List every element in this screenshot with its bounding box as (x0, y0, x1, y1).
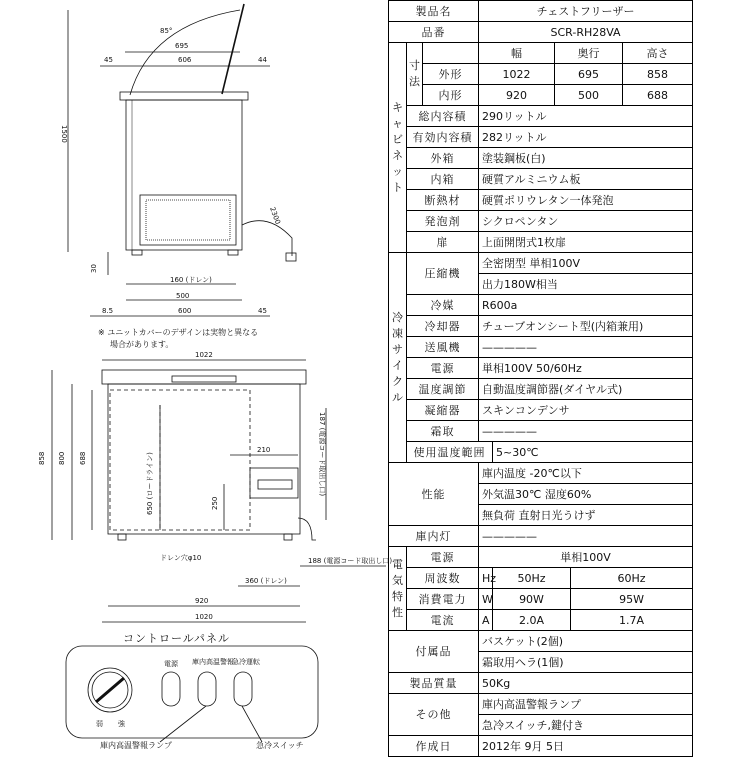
date-value: 2012年 9月 5日 (479, 736, 693, 757)
date-label: 作成日 (389, 736, 479, 757)
dim-1020: 1020 (195, 613, 213, 621)
row-product-name (389, 1, 693, 22)
light-label: 庫内灯 (389, 526, 479, 547)
door-value: 上面開閉式1枚扉 (479, 232, 693, 253)
dim-360: 360 (ドレン) (245, 577, 287, 585)
dim-drain-160: 160 (ドレン) (170, 276, 212, 284)
model-label: 品番 (389, 22, 479, 43)
control-panel-title: コントロールパネル (123, 632, 231, 645)
inner-height: 688 (623, 85, 693, 106)
refrigerant-label: 冷媒 (407, 295, 479, 316)
condenser-value: スキンコンデンサ (479, 400, 693, 421)
current-label: 電流 (407, 610, 479, 631)
total-vol-label: 総内容積 (407, 106, 479, 127)
spec-table-container (388, 0, 692, 757)
power-cord (242, 221, 292, 256)
unit-cover (140, 195, 236, 245)
row-defrost (389, 421, 693, 442)
cabinet-label: キャビネット (389, 43, 407, 253)
inner-depth: 500 (555, 85, 623, 106)
row-other-1 (389, 694, 693, 715)
outer-width: 1022 (479, 64, 555, 85)
dim-606: 606 (178, 56, 192, 64)
power-lamp (162, 672, 180, 706)
dim-250: 250 (211, 496, 219, 510)
perf-value-1: 庫内温度 -20℃以下 (479, 463, 693, 484)
eff-vol-value: 282リットル (479, 127, 693, 148)
temp-ctrl-label: 温度調節 (407, 379, 479, 400)
insulation-value: 硬質ポリウレタン一体発泡 (479, 190, 693, 211)
fan-value: ————— (479, 337, 693, 358)
side-view (60, 4, 296, 316)
consumption-60: 95W (571, 589, 693, 610)
other-value-1: 庫内高温警報ランプ (479, 694, 693, 715)
row-perf-1 (389, 463, 693, 484)
row-temp-control (389, 379, 693, 400)
row-refrigerant (389, 295, 693, 316)
design-note-line1: ※ ユニットカバーのデザインは実物と異なる (98, 328, 259, 337)
dim-1022: 1022 (195, 351, 213, 359)
inner-outline (110, 390, 250, 530)
compressor-value-1: 全密閉型 単相100V (479, 253, 693, 274)
perf-label: 性能 (389, 463, 479, 526)
dim-800: 800 (58, 451, 66, 465)
dim-210: 210 (257, 446, 271, 454)
cooling-cycle-label: 冷凍サイクル (389, 253, 407, 463)
foot (284, 534, 292, 540)
dim-lid-angle: 85° (160, 27, 173, 35)
row-fan (389, 337, 693, 358)
foaming-value: シクロペンタン (479, 211, 693, 232)
refrigerant-value: R600a (479, 295, 693, 316)
row-effective-volume (389, 127, 693, 148)
outer-label: 外形 (423, 64, 479, 85)
elec-power-label: 電源 (407, 547, 479, 568)
outer-height: 858 (623, 64, 693, 85)
knob-weak: 弱 (96, 720, 103, 728)
door-label: 扉 (407, 232, 479, 253)
temp-ctrl-value: 自動温度調節器(ダイヤル式) (479, 379, 693, 400)
row-model (389, 22, 693, 43)
row-outer-box (389, 148, 693, 169)
knob-strong: 強 (118, 720, 125, 728)
freq-50: 50Hz (493, 568, 571, 589)
mass-label: 製品質量 (389, 673, 479, 694)
unit-box (250, 468, 298, 498)
row-compressor-1 (389, 253, 693, 274)
row-frequency (389, 568, 693, 589)
dim-695: 695 (175, 42, 189, 50)
col-width: 幅 (479, 43, 555, 64)
dial-pointer (96, 678, 124, 702)
eff-vol-label: 有効内容積 (407, 127, 479, 148)
drain-hole-label: ドレン穴φ10 (160, 554, 202, 562)
other-value-2: 急冷スイッチ,鍵付き (479, 715, 693, 736)
dim-650: 650 (ロードライン) (146, 452, 154, 515)
dim-500: 500 (176, 292, 190, 300)
current-unit: A (479, 610, 493, 631)
row-current (389, 610, 693, 631)
freq-60: 60Hz (571, 568, 693, 589)
row-mass (389, 673, 693, 694)
row-consumption (389, 589, 693, 610)
dim-858: 858 (38, 451, 46, 465)
consumption-unit: W (479, 589, 493, 610)
vent-grille (146, 200, 230, 240)
quick-freeze-switch (234, 672, 252, 706)
row-total-volume (389, 106, 693, 127)
elec-power-value: 単相100V (479, 547, 693, 568)
inner-label: 内形 (423, 85, 479, 106)
dim-600: 600 (178, 307, 192, 315)
fan-label: 送風機 (407, 337, 479, 358)
current-60: 1.7A (571, 610, 693, 631)
front-body (108, 384, 300, 534)
row-outer (389, 64, 693, 85)
cooler-label: 冷却器 (407, 316, 479, 337)
handle (172, 376, 236, 382)
dim-right-44: 44 (258, 56, 267, 64)
quick-switch-caption: 急冷スイッチ (256, 741, 304, 750)
dim-8-5: 8.5 (102, 307, 114, 315)
perf-value-2: 外気温30℃ 湿度60% (479, 484, 693, 505)
lamp-hightemp-label: 庫内高温警報 (192, 658, 234, 666)
condenser-label: 凝縮器 (407, 400, 479, 421)
row-cooler (389, 316, 693, 337)
row-door (389, 232, 693, 253)
row-foaming (389, 211, 693, 232)
lid-swing-arc (130, 10, 240, 95)
col-height: 高さ (623, 43, 693, 64)
accessory-value-1: バスケット(2個) (479, 631, 693, 652)
compressor-value-2: 出力180W相当 (479, 274, 693, 295)
product-name-label: 製品名 (389, 1, 479, 22)
foot (132, 250, 142, 255)
row-use-temp (389, 442, 693, 463)
outer-depth: 695 (555, 64, 623, 85)
cabinet-body (126, 100, 242, 250)
size-label: 寸法 (407, 43, 423, 106)
dim-right-45: 45 (258, 307, 267, 315)
perf-value-3: 無負荷 直射日光うけず (479, 505, 693, 526)
row-date (389, 736, 693, 757)
dim-688: 688 (79, 451, 87, 465)
foot (118, 534, 126, 540)
elec-label: 電気特性 (389, 547, 407, 631)
outer-box-label: 外箱 (407, 148, 479, 169)
lid-closed (120, 92, 248, 100)
open-lid (222, 4, 244, 94)
use-temp-label: 使用温度範囲 (407, 442, 493, 463)
compressor-label: 圧縮機 (407, 253, 479, 295)
alarm-lamp-caption: 庫内高温警報ランプ (100, 741, 172, 750)
consumption-label: 消費電力 (407, 589, 479, 610)
row-power (389, 358, 693, 379)
current-50: 2.0A (493, 610, 571, 631)
insulation-label: 断熱材 (407, 190, 479, 211)
total-vol-value: 290リットル (479, 106, 693, 127)
front-view (38, 351, 392, 622)
accessory-value-2: 霜取用ヘラ(1個) (479, 652, 693, 673)
outer-box-value: 塗装鋼板(白) (479, 148, 693, 169)
model-value: SCR-RH28VA (479, 22, 693, 43)
inner-width: 920 (479, 85, 555, 106)
dim-920: 920 (195, 597, 209, 605)
row-accessory-1 (389, 631, 693, 652)
power-value: 単相100V 50/60Hz (479, 358, 693, 379)
cooler-value: チューブオンシート型(内箱兼用) (479, 316, 693, 337)
use-temp-value: 5~30℃ (493, 442, 693, 463)
row-elec-power (389, 547, 693, 568)
foot (228, 250, 238, 255)
defrost-value: ————— (479, 421, 693, 442)
product-name-value: チェストフリーザー (479, 1, 693, 22)
inner-box-label: 内箱 (407, 169, 479, 190)
row-condenser (389, 400, 693, 421)
defrost-label: 霜取 (407, 421, 479, 442)
dim-187: 187 (電源コード取出し口) (318, 412, 326, 497)
design-note-line2: 場合があります。 (110, 340, 174, 349)
consumption-50: 90W (493, 589, 571, 610)
row-light (389, 526, 693, 547)
hightemp-alarm-lamp (198, 672, 216, 706)
power-label: 電源 (407, 358, 479, 379)
freq-unit: Hz (479, 568, 493, 589)
freq-label: 周波数 (407, 568, 479, 589)
col-depth: 奥行 (555, 43, 623, 64)
mini-control-panel (258, 480, 292, 489)
dim-cord-2300: 2300 (268, 205, 282, 226)
light-value: ————— (479, 526, 693, 547)
cord-exit (298, 518, 316, 540)
spec-table (388, 0, 693, 757)
row-inner (389, 85, 693, 106)
lamp-quick-label: 急冷運転 (232, 658, 260, 666)
dim-30: 30 (90, 264, 98, 273)
accessories-label: 付属品 (389, 631, 479, 673)
mass-value: 50Kg (479, 673, 693, 694)
row-size-header (389, 43, 693, 64)
dim-left-45: 45 (104, 56, 113, 64)
lamp-power-label: 電源 (164, 660, 178, 668)
row-inner-box (389, 169, 693, 190)
control-panel-diagram (66, 646, 318, 742)
row-insulation (389, 190, 693, 211)
dim-188: 188 (電源コード取出し口) (308, 557, 393, 565)
dim-1500: 1500 (60, 125, 68, 143)
inner-box-value: 硬質アルミニウム板 (479, 169, 693, 190)
other-label: その他 (389, 694, 479, 736)
foaming-label: 発泡剤 (407, 211, 479, 232)
plug (286, 253, 296, 261)
